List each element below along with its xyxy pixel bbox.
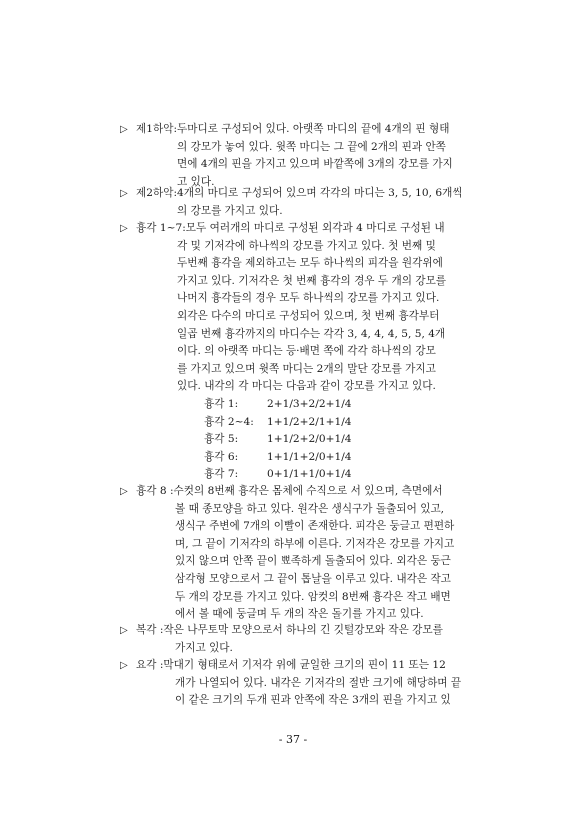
entry-second-maxilla	[120, 185, 500, 220]
entry-text-line: 를 가지고 있으며 윗쪽 마디는 2개의 말단 강모를 가지고	[177, 362, 436, 375]
entry-text-line: 외각은 다수의 마디로 구성되어 있으며, 첫 번째 흉각부터	[177, 309, 440, 322]
entry-text: 두마디로 구성되어 있다. 아랫쪽 마디의 끝에 4개의 핀 형태	[177, 123, 450, 135]
entry-first-line	[120, 657, 500, 675]
entry-text-line: 삼각형 모양으로서 그 끝이 톱날을 이루고 있다. 내각은 작고	[175, 572, 451, 585]
entry-text-line: 면에 4개의 핀을 가지고 있으며 바깥쪽에 3개의 강모를 가지	[177, 158, 453, 171]
entry-text-line: 가지고 있다. 기저각은 첫 번째 흉각의 경우 두 개의 강모를	[177, 274, 447, 287]
entry-text: 수컷의 8번째 흉각은 몸체에 수직으로 서 있으며, 측면에서	[173, 485, 443, 497]
entry-text-line: 개가 나열되어 있다. 내각은 기저각의 절반 크기에 해당하며 끝	[175, 676, 462, 689]
entry-label: 흉각 1~7:	[136, 222, 186, 234]
page-number: - 37 -	[278, 733, 308, 746]
formula-label: 흉각 6:	[204, 450, 239, 463]
formula-value: 1+1/1+2/0+1/4	[267, 450, 352, 463]
formula-label: 흉각 2~4:	[204, 415, 254, 428]
entry-text-line: 있지 않으며 안쪽 끝이 뾰족하게 돌출되어 있다. 외각은 둥근	[175, 555, 451, 568]
endopod-formula-row	[120, 396, 500, 414]
entry-pleopod	[120, 622, 500, 657]
entry-first-line	[120, 483, 500, 501]
endopod-formula-row	[120, 414, 500, 432]
triangle-bullet-icon: ▷	[120, 486, 128, 497]
entry-text-line: 일곱 번째 흉각까지의 마디수는 각각 3, 4, 4, 4, 5, 5, 4개	[177, 327, 446, 340]
entry-text-line: 의 강모가 놓여 있다. 윗쪽 마디는 그 끝에 2개의 핀과 안쪽	[177, 140, 446, 153]
entry-first-line	[120, 220, 500, 238]
entry-text-line: 두 개의 강모를 가지고 있다. 암컷의 8번째 흉각은 작고 배면	[175, 590, 451, 603]
entry-text-line: 의 강모를 가지고 있다.	[177, 204, 283, 217]
endopod-formula-row	[120, 466, 500, 484]
entry-uropod	[120, 657, 500, 710]
formula-label: 흉각 1:	[204, 397, 239, 410]
entry-text-line: 이 같은 크기의 두개 핀과 안쪽에 작은 3개의 핀을 가지고 있	[175, 694, 451, 707]
triangle-bullet-icon: ▷	[120, 188, 128, 199]
formula-label: 흉각 7:	[204, 468, 239, 481]
formula-value: 2+1/3+2/2+1/4	[267, 397, 352, 410]
triangle-bullet-icon: ▷	[120, 124, 128, 135]
endopod-formula-row	[120, 431, 500, 449]
formula-value: 1+1/2+2/0+1/4	[267, 433, 352, 446]
entry-thoracic-leg-8	[120, 483, 500, 624]
entry-text-line: 나머지 흉각들의 경우 모두 하나씩의 강모를 가지고 있다.	[177, 292, 440, 305]
entry-text-line: 있다. 내각의 각 마디는 다음과 같이 강모를 가지고 있다.	[177, 380, 436, 393]
triangle-bullet-icon: ▷	[120, 223, 128, 234]
entry-first-maxilla	[120, 121, 500, 191]
entry-text-line: 이다. 의 아랫쪽 마디는 등·배면 쪽에 각각 하나씩의 강모	[177, 345, 436, 358]
entry-label: 제1하악:	[136, 123, 178, 135]
entry-text: 막대기 형태로서 기저각 위에 균일한 크기의 핀이 11 또는 12	[163, 659, 446, 671]
entry-label: 복각 :	[136, 624, 164, 636]
entry-text-line: 며, 그 끝이 기저각의 하부에 이른다. 기저각은 강모를 가지고	[175, 537, 455, 550]
entry-text-line: 고 있다.	[177, 175, 215, 188]
entry-first-line	[120, 121, 500, 139]
entry-text-line: 각 및 기저각에 하나씩의 강모를 가지고 있다. 첫 번째 및	[177, 239, 436, 252]
formula-value: 0+1/1+1/0+1/4	[267, 468, 352, 481]
entry-text-line: 생식구 주변에 7개의 이빨이 존재한다. 피각은 둥글고 편편하	[175, 520, 455, 533]
entry-text-line: 가지고 있다.	[175, 641, 233, 654]
entry-text: 작은 나무토막 모양으로서 하나의 긴 깃털강모와 작은 강모를	[163, 624, 443, 636]
entry-text-line: 두번째 흉각을 제외하고는 모두 하나씩의 피각을 원각위에	[177, 257, 443, 270]
entry-label: 제2하악:	[136, 187, 178, 199]
entry-label: 흉각 8 :	[136, 485, 174, 497]
entry-text: 4개의 마디로 구성되어 있으며 각각의 마디는 3, 5, 10, 6개씩	[177, 187, 463, 199]
entry-thoracic-legs-1-7	[120, 220, 500, 484]
formula-value: 1+1/2+2/1+1/4	[267, 415, 352, 428]
entry-first-line	[120, 622, 500, 640]
formula-label: 흉각 5:	[204, 433, 239, 446]
triangle-bullet-icon: ▷	[120, 625, 128, 636]
entry-text-line: 에서 볼 때에 둥글며 두 개의 작은 돌기를 가지고 있다.	[175, 608, 424, 621]
entry-label: 요각 :	[136, 659, 164, 671]
triangle-bullet-icon: ▷	[120, 660, 128, 671]
entry-first-line	[120, 185, 500, 203]
endopod-formula-row	[120, 449, 500, 467]
entry-text-line: 볼 때 종모양을 하고 있다. 원각은 생식구가 돌출되어 있고,	[175, 502, 445, 515]
entry-text: 모두 여러개의 마디로 구성된 외각과 4 마디로 구성된 내	[185, 222, 445, 234]
